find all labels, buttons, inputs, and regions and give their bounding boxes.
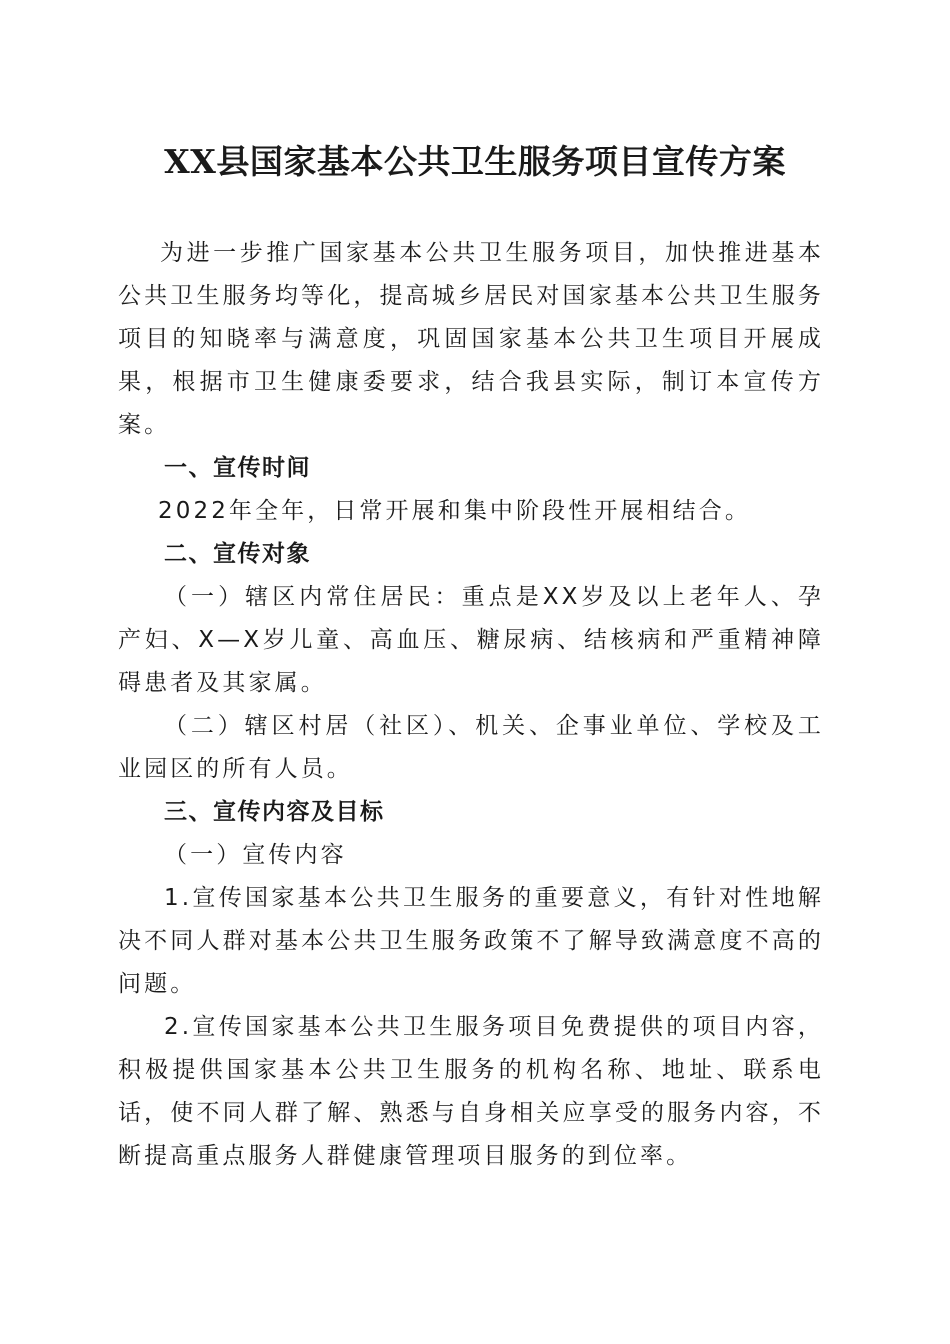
document-body bbox=[118, 232, 824, 1178]
intro-paragraph: 为进一步推广国家基本公共卫生服务项目，加快推进基本公共卫生服务均等化，提高城乡居民对国家基本公共卫生服务项目的知晓率与满意度，巩固国家基本公共卫生项目开展成果，根据市卫生健康委要求，结合我县实际，制订本宣传方案。 bbox=[118, 240, 824, 438]
document-title: XX县国家基本公共卫生服务项目宣传方案 bbox=[164, 142, 786, 181]
section-heading-time: 一、宣传时间 bbox=[164, 455, 311, 481]
content-paragraph-2: 2.宣传国家基本公共卫生服务项目免费提供的项目内容，积极提供国家基本公共卫生服务的机构名称、地址、联系电话，使不同人群了解、熟悉与自身相关应享受的服务内容，不断提高重点服务人群健康管理项目服务的到位率。 bbox=[118, 1014, 824, 1169]
target-paragraph-2: （二）辖区村居（社区）、机关、企事业单位、学校及工业园区的所有人员。 bbox=[118, 713, 824, 782]
sub-heading-content: （一）宣传内容 bbox=[164, 842, 347, 868]
section-heading-target: 二、宣传对象 bbox=[164, 541, 311, 567]
content-paragraph-1: 1.宣传国家基本公共卫生服务的重要意义，有针对性地解决不同人群对基本公共卫生服务政策不了解导致满意度不高的问题。 bbox=[118, 885, 824, 997]
target-paragraph-1: （一）辖区内常住居民：重点是XX岁及以上老年人、孕产妇、X—X岁儿童、高血压、糖尿病、结核病和严重精神障碍患者及其家属。 bbox=[118, 584, 824, 696]
section-heading-content: 三、宣传内容及目标 bbox=[164, 799, 385, 825]
time-paragraph: 2022年全年，日常开展和集中阶段性开展相结合。 bbox=[158, 498, 751, 524]
